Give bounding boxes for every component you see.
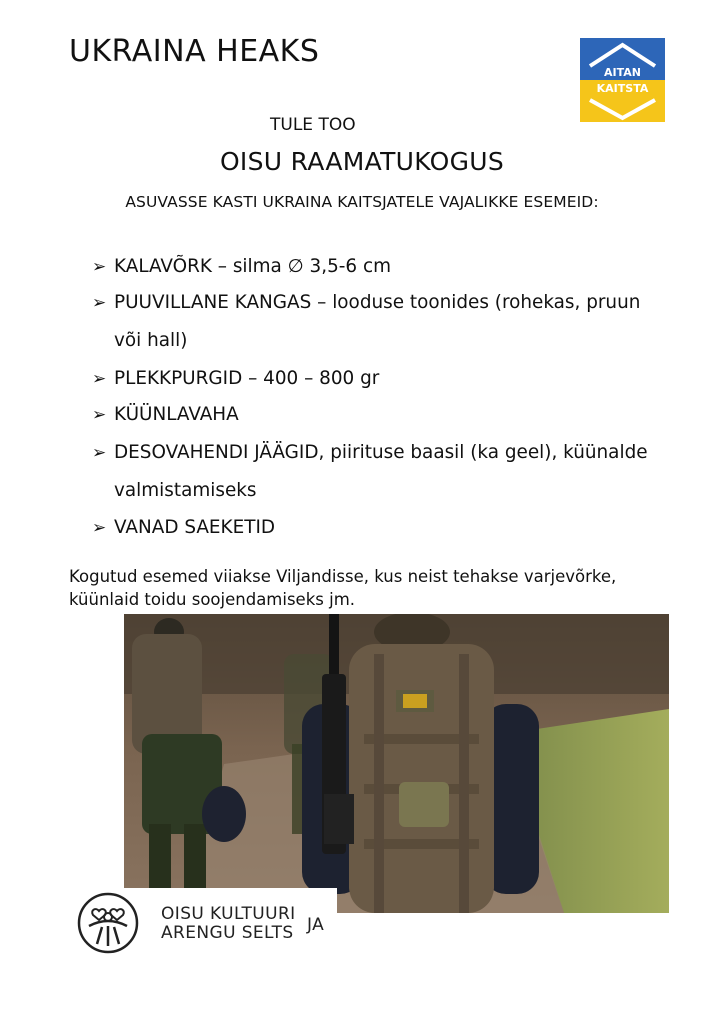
arrow-bullet-icon: ➢	[92, 257, 107, 277]
arrow-bullet-icon: ➢	[92, 293, 107, 313]
org-emblem-icon	[77, 892, 139, 954]
arrow-bullet-icon: ➢	[92, 405, 107, 425]
arrow-bullet-icon: ➢	[92, 443, 107, 463]
item-text: PUUVILLANE KANGAS – looduse toonides (rohekas, pruun	[114, 292, 641, 313]
item-text-continued: valmistamiseks	[114, 480, 257, 501]
item-text: DESOVAHENDI JÄÄGID, piirituse baasil (ka geel), küünalde	[114, 442, 648, 463]
item-text: PLEKKPURGID – 400 – 800 gr	[114, 368, 380, 389]
item-text: VANAD SAEKETID	[114, 517, 276, 538]
org-name-ja: JA	[307, 915, 325, 935]
invite-lead: TULE TOO	[270, 115, 356, 135]
list-item	[92, 285, 692, 321]
collection-subheading: ASUVASSE KASTI UKRAINA KAITSJATELE VAJALIKKE ESEMEID:	[125, 193, 599, 211]
list-item	[92, 510, 692, 546]
page-title: UKRAINA HEAKS	[69, 34, 320, 69]
item-text-continued: või hall)	[114, 330, 188, 351]
list-item	[92, 249, 692, 285]
org-name-line1: OISU KULTUURI	[161, 904, 296, 924]
list-item	[92, 361, 692, 397]
logo-text-kaitsta: KAITSTA	[596, 82, 649, 95]
arrow-bullet-icon: ➢	[92, 518, 107, 538]
soldiers-photo	[124, 614, 669, 913]
list-item	[92, 397, 692, 433]
arrow-bullet-icon: ➢	[92, 369, 107, 389]
item-text: KÜÜNLAVAHA	[114, 404, 239, 425]
organization-logo	[72, 888, 337, 960]
aitan-kaitsta-logo	[580, 38, 665, 122]
closing-line: küünlaid toidu soojendamiseks jm.	[69, 590, 356, 609]
closing-paragraph	[69, 565, 669, 611]
logo-text-aitan: AITAN	[604, 66, 641, 79]
venue-heading: OISU RAAMATUKOGUS	[219, 147, 505, 176]
item-text: KALAVÕRK – silma ∅ 3,5-6 cm	[114, 256, 391, 277]
list-item	[92, 435, 692, 471]
org-name-line2: ARENGU SELTS	[161, 923, 294, 943]
closing-line: Kogutud esemed viiakse Viljandisse, kus neist tehakse varjevõrke,	[69, 567, 617, 586]
